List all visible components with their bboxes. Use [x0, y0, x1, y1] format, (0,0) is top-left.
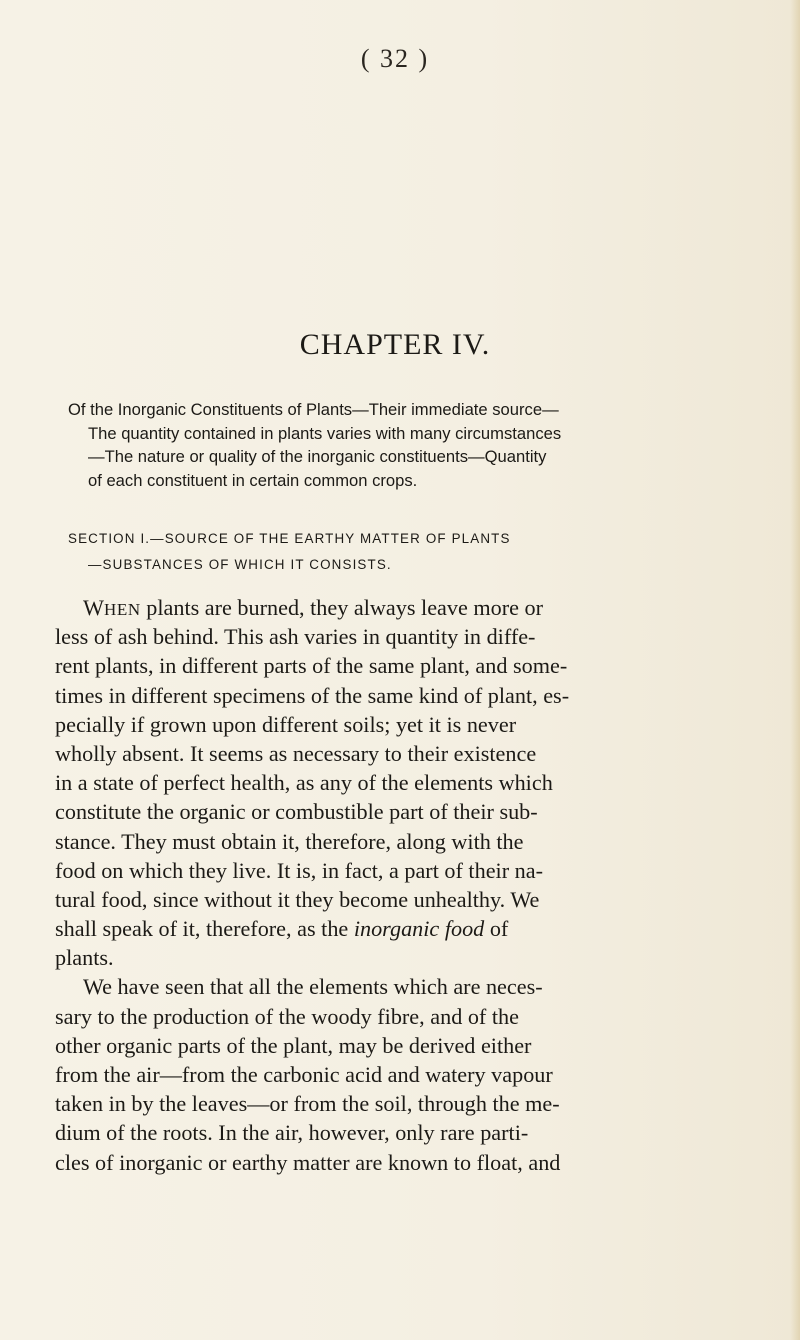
paragraph-line: dium of the roots. In the air, however, only rare parti-	[55, 1120, 529, 1146]
paragraph-line: from the air—from the carbonic acid and watery vapour	[55, 1062, 553, 1087]
paragraph-line: tural food, since without it they become unhealthy. We	[55, 886, 540, 912]
paragraph-line: taken in by the leaves—or from the soil, through the me-	[55, 1091, 560, 1117]
body-text	[55, 593, 755, 1177]
paragraph-line: times in different specimens of the same kind of plant, es-	[55, 682, 570, 708]
paragraph-line: constitute the organic or combustible part of their sub-	[55, 799, 538, 825]
page-edge-shading	[790, 0, 800, 1340]
paragraph-line	[55, 593, 755, 622]
summary-line: of each constituent in certain common crops.	[88, 470, 418, 490]
paragraph-line: cles of inorganic or earthy matter are known to float, and	[55, 1149, 561, 1175]
small-caps-word: HEN	[103, 600, 141, 619]
line-text: shall speak of it, therefore, as the	[55, 916, 354, 942]
chapter-title: CHAPTER IV.	[299, 328, 491, 361]
section-heading	[68, 526, 748, 578]
paragraph-line: stance. They must obtain it, therefore, along with the	[55, 828, 524, 854]
paragraph-line: We have seen that all the elements which are neces-	[83, 974, 543, 1000]
chapter-summary	[68, 398, 718, 492]
paragraph-line: less of ash behind. This ash varies in quantity in diffe-	[55, 624, 536, 650]
paragraph-line: pecially if grown upon different soils; yet it is never	[55, 711, 517, 737]
drop-cap: W	[83, 595, 104, 620]
paragraph-2	[55, 972, 755, 1176]
paragraph-line: wholly absent. It seems as necessary to their existence	[55, 740, 537, 766]
paragraph-line	[55, 914, 755, 943]
summary-line: —The nature or quality of the inorganic constituents—Quantity	[88, 447, 547, 466]
paragraph-line: in a state of perfect health, as any of the elements which	[55, 770, 553, 796]
summary-line: Of the Inorganic Constituents of Plants—Their immediate source—	[68, 400, 559, 419]
page-number: ( 32 )	[360, 44, 430, 73]
paragraph-line: other organic parts of the plant, may be derived either	[55, 1032, 532, 1058]
section-heading-line: SECTION I.—SOURCE OF THE EARTHY MATTER OF PLANTS	[68, 531, 511, 546]
paragraph-1	[55, 593, 755, 972]
italic-term: inorganic food	[353, 916, 485, 942]
summary-line: The quantity contained in plants varies with many circumstances	[88, 423, 562, 443]
paragraph-line: food on which they live. It is, in fact, a part of their na-	[55, 857, 543, 883]
line-text: plants are burned, they always leave more or	[140, 595, 544, 620]
paragraph-line: sary to the production of the woody fibre, and of the	[55, 1003, 519, 1029]
line-text: of	[484, 916, 509, 942]
paragraph-line: rent plants, in different parts of the same plant, and some-	[55, 653, 568, 679]
section-heading-line: —SUBSTANCES OF WHICH IT CONSISTS.	[88, 557, 392, 572]
paragraph-line: plants.	[55, 945, 114, 971]
